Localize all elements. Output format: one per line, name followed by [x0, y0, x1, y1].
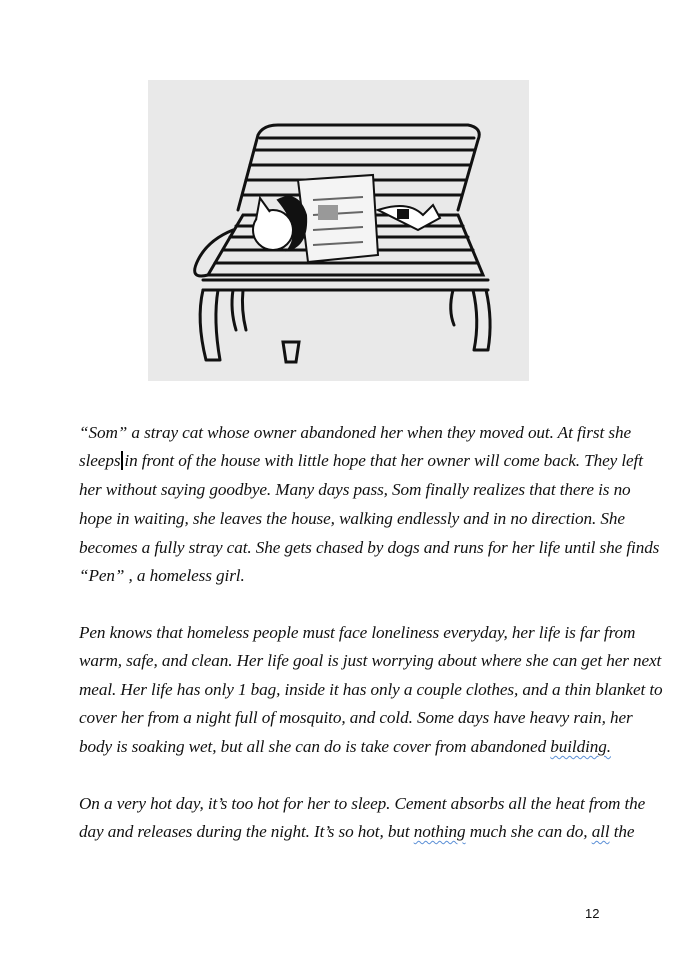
spellcheck-flagged-word[interactable]: building.	[550, 737, 611, 756]
text-line: hope in waiting, she leaves the house, walking endlessly and in no direction. She	[79, 509, 625, 528]
bench-illustration-icon	[148, 80, 529, 381]
text-line: warm, safe, and clean. Her life goal is just worrying about where she can get her next	[79, 651, 662, 670]
bench-cat-illustration	[148, 80, 529, 381]
page-number: 12	[585, 906, 600, 921]
text-line: her without saying goodbye. Many days pass, Som finally realizes that there is no	[79, 480, 631, 499]
text-line	[79, 822, 634, 842]
text-span: body is soaking wet, but all she can do is take cover from abandoned	[79, 737, 551, 756]
text-span: do,	[566, 822, 588, 841]
text-span: day and releases during the night. It’s so hot, but	[79, 822, 414, 841]
text-span: the	[609, 822, 635, 841]
text-span: sleeps	[79, 451, 121, 470]
text-line	[79, 451, 643, 471]
spellcheck-flagged-word[interactable]: nothing	[413, 822, 466, 841]
text-line	[79, 737, 611, 757]
text-span: much she can	[465, 822, 567, 841]
text-line: “Pen” , a homeless girl.	[79, 566, 245, 585]
text-span: “Som” a stray cat whose owner abandoned her when they moved out. At first she	[79, 423, 631, 442]
text-line: Pen knows that homeless people must face loneliness everyday, her life is far from	[79, 623, 636, 642]
text-span: in front of the house with little hope that her owner will come back. They left	[124, 451, 643, 470]
text-line: cover her from a night full of mosquito, and cold. Some days have heavy rain, her	[79, 708, 633, 727]
text-line: On a very hot day, it’s too hot for her to sleep. Cement absorbs all the heat from the	[79, 794, 646, 813]
text-line	[79, 423, 631, 443]
text-line: meal. Her life has only 1 bag, inside it has only a couple clothes, and a thin blanket to	[79, 680, 663, 699]
text-line: becomes a fully stray cat. She gets chased by dogs and runs for her life until she finds	[79, 538, 660, 557]
spellcheck-flagged-word[interactable]: all	[591, 822, 610, 841]
